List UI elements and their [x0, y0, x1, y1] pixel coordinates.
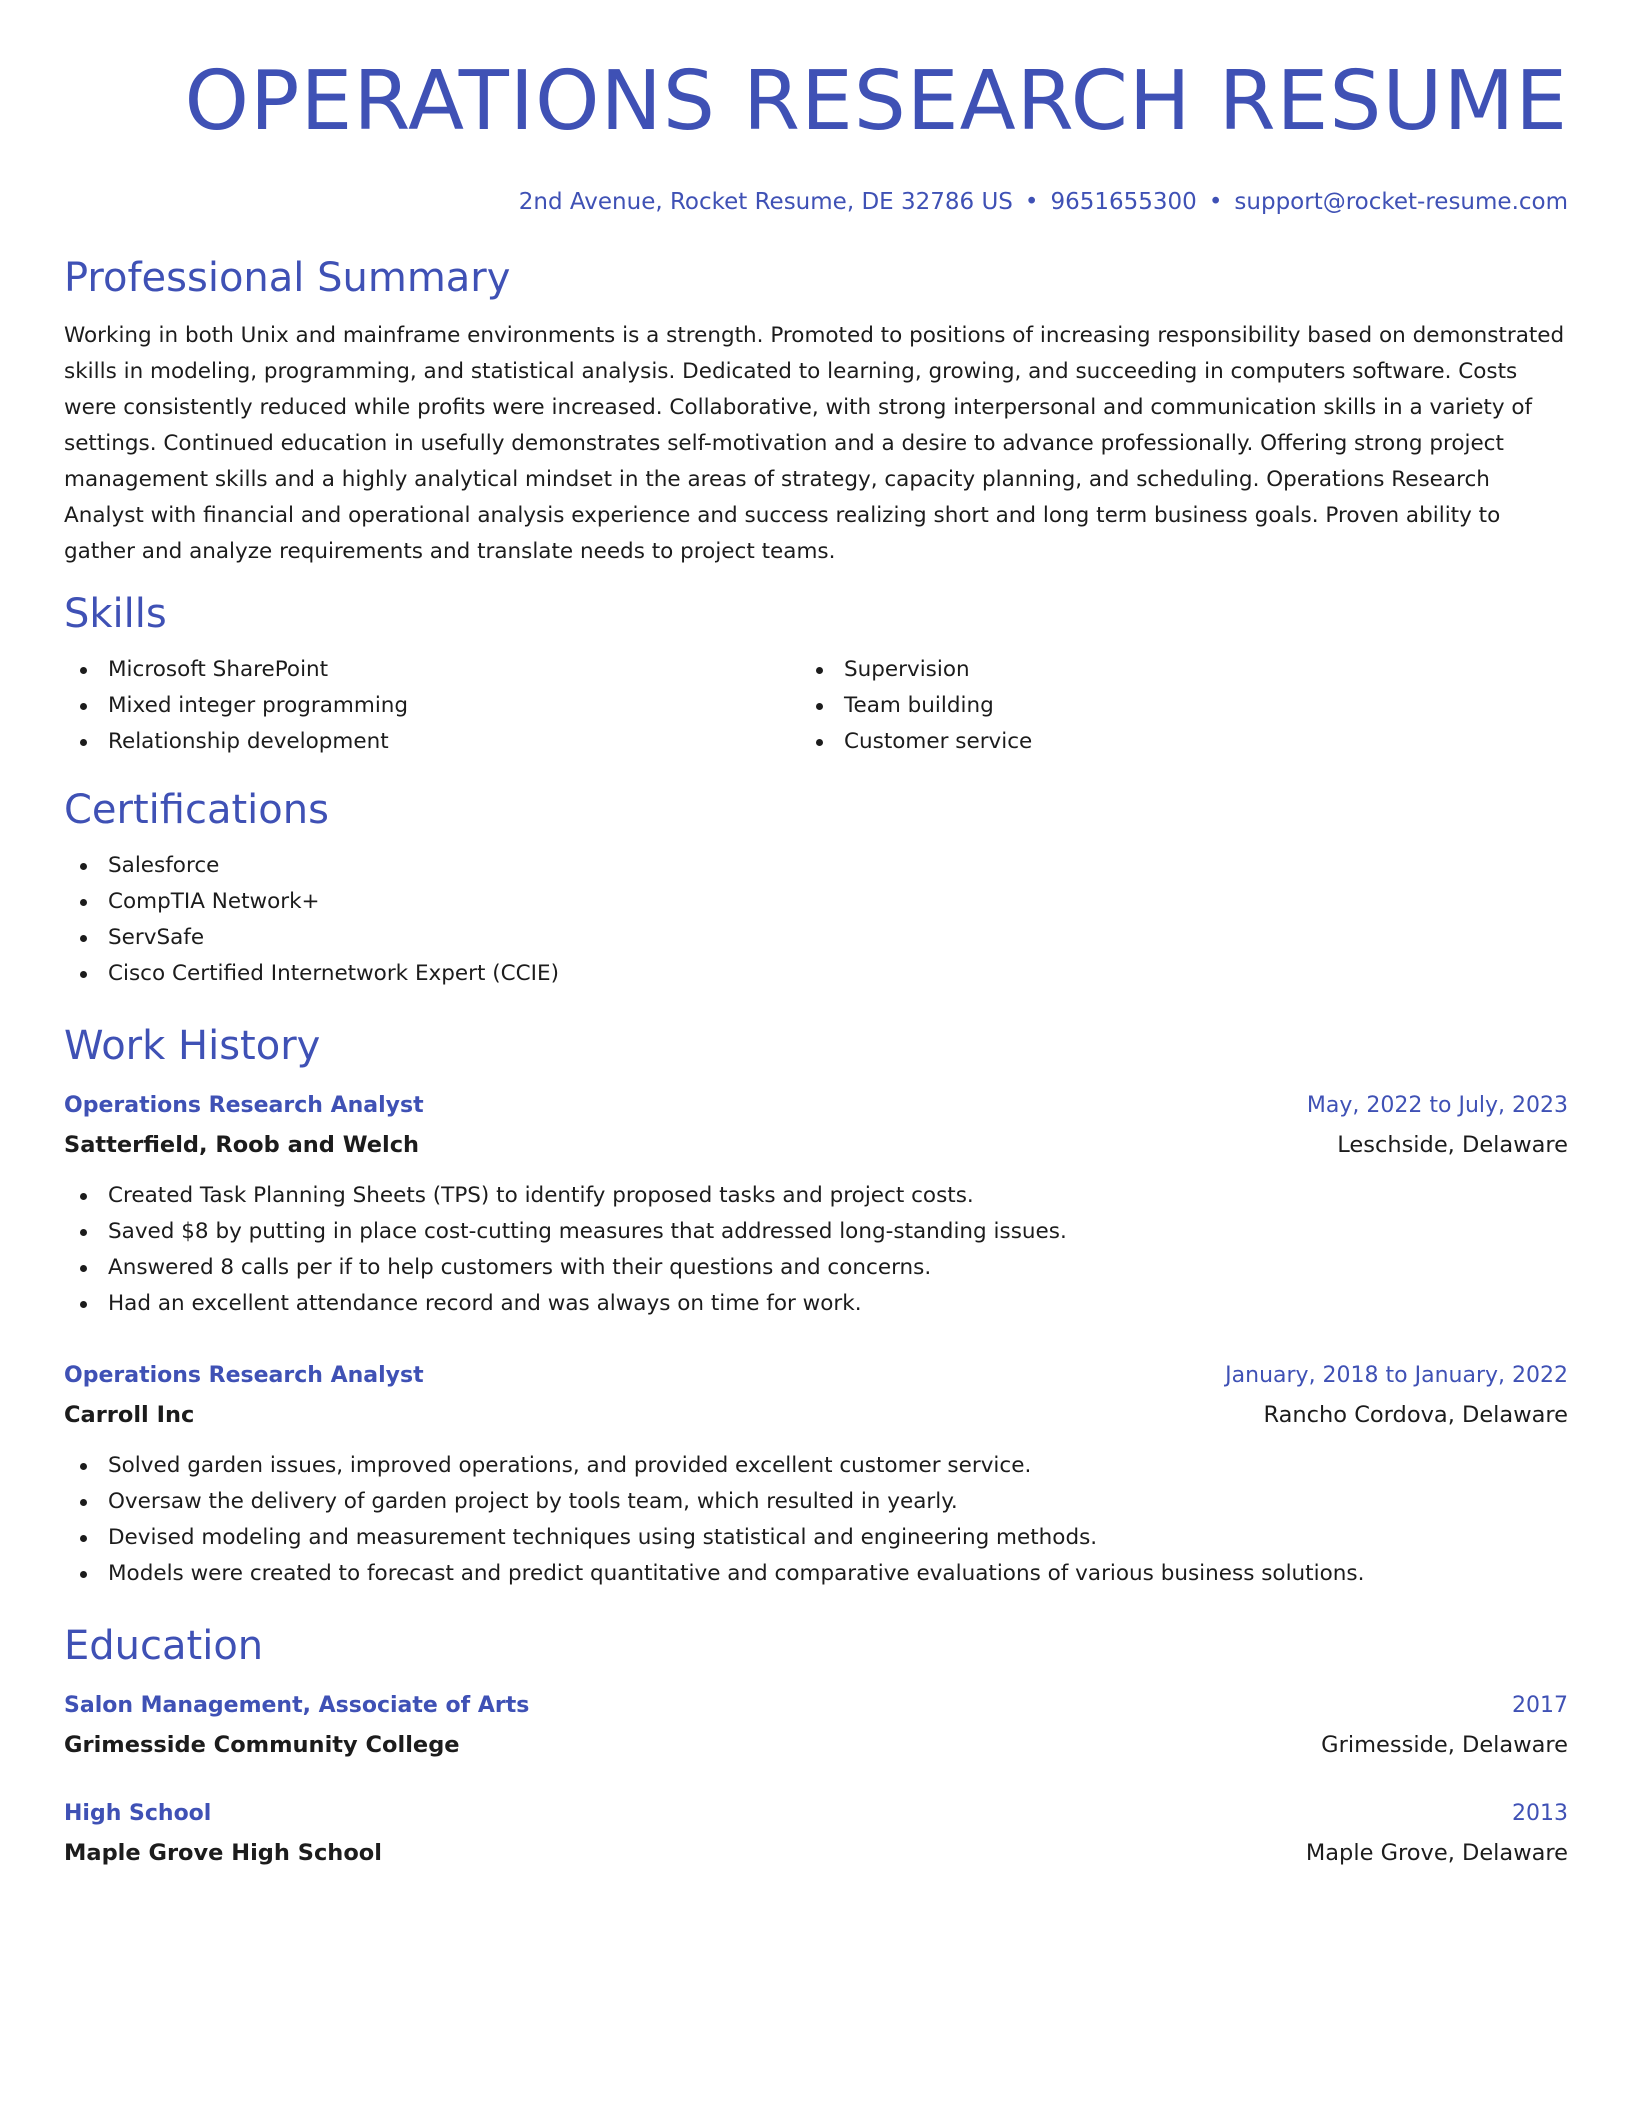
job-bullet: Created Task Planning Sheets (TPS) to identify proposed tasks and project costs. — [64, 1178, 1568, 1214]
education-entry — [64, 1686, 1568, 1764]
education-degree: High School — [64, 1801, 212, 1826]
education-year: 2013 — [1512, 1801, 1568, 1826]
certification-item: ServSafe — [64, 920, 1568, 956]
certifications-list — [64, 848, 1568, 992]
skills-grid — [64, 652, 1568, 760]
job-company: Satterfield, Roob and Welch — [64, 1132, 420, 1158]
job-bullet: Answered 8 calls per if to help customers with their questions and concerns. — [64, 1250, 1568, 1286]
job-title: Operations Research Analyst — [64, 1093, 424, 1118]
job-header-row — [64, 1086, 1568, 1126]
page-title: OPERATIONS RESEARCH RESUME — [184, 54, 1568, 149]
contact-separator: • — [1024, 189, 1039, 215]
contact-separator: • — [1208, 189, 1223, 215]
contact-email: support@rocket-resume.com — [1234, 189, 1568, 215]
job-entry — [64, 1356, 1568, 1592]
job-bullet: Oversaw the delivery of garden project by tools team, which resulted in yearly. — [64, 1484, 1568, 1520]
certification-item: CompTIA Network+ — [64, 884, 1568, 920]
education-school-row — [64, 1726, 1568, 1764]
education-entry — [64, 1794, 1568, 1872]
skills-column-left — [64, 652, 800, 760]
education-heading: Education — [64, 1623, 264, 1669]
education-location: Maple Grove, Delaware — [1305, 1840, 1568, 1866]
skills-column-right — [800, 652, 1536, 760]
job-entry — [64, 1086, 1568, 1322]
skills-list-left — [64, 652, 800, 760]
job-org-row — [64, 1126, 1568, 1164]
education-school: Grimesside Community College — [64, 1732, 460, 1758]
certifications-heading: Certifications — [64, 787, 329, 833]
job-title: Operations Research Analyst — [64, 1363, 424, 1388]
contact-phone: 9651655300 — [1050, 189, 1197, 215]
contact-line — [64, 186, 1568, 218]
skills-heading: Skills — [64, 591, 167, 637]
education-year: 2017 — [1512, 1693, 1568, 1718]
certification-item: Cisco Certified Internetwork Expert (CCIE) — [64, 956, 1568, 992]
summary-heading: Professional Summary — [64, 255, 511, 301]
certification-item: Salesforce — [64, 848, 1568, 884]
skill-item: Customer service — [800, 724, 1536, 760]
contact-address: 2nd Avenue, Rocket Resume, DE 32786 US — [518, 189, 1013, 215]
education-school: Maple Grove High School — [64, 1840, 382, 1866]
job-header-row — [64, 1356, 1568, 1396]
education-header-row — [64, 1794, 1568, 1834]
job-bullet: Saved $8 by putting in place cost-cutting measures that addressed long-standing issues. — [64, 1214, 1568, 1250]
education-location: Grimesside, Delaware — [1321, 1732, 1568, 1758]
job-bullet: Devised modeling and measurement techniques using statistical and engineering methods. — [64, 1520, 1568, 1556]
education-header-row — [64, 1686, 1568, 1726]
skill-item: Relationship development — [64, 724, 800, 760]
job-bullet: Had an excellent attendance record and was always on time for work. — [64, 1286, 1568, 1322]
job-bullet: Models were created to forecast and predict quantitative and comparative evaluations of various business solutions. — [64, 1556, 1568, 1592]
job-location: Rancho Cordova, Delaware — [1263, 1402, 1568, 1428]
summary-text: Working in both Unix and mainframe environments is a strength. Promoted to positions of increasing responsibility based on demonstrated skills in modeling, programming, and statistical analysis. Dedicated to learning, growing, and succeeding in computers software. Costs were consistently reduced while profits were increased. Collaborative, with strong interpersonal and communication skills in a variety of settings. Continued education in usefully demonstrates self-motivation and a desire to advance professionally. Offering strong project management skills and a highly analytical mindset in the areas of strategy, capacity planning, and scheduling. Operations Research Analyst with financial and operational analysis experience and success realizing short and long term business goals. Proven ability to gather and analyze requirements and translate needs to project teams. — [64, 323, 1565, 564]
skill-item: Team building — [800, 688, 1536, 724]
job-company: Carroll Inc — [64, 1402, 195, 1428]
job-dates: May, 2022 to July, 2023 — [1306, 1093, 1568, 1118]
skill-item: Microsoft SharePoint — [64, 652, 800, 688]
job-bullets — [64, 1178, 1568, 1322]
skills-list-right — [800, 652, 1536, 760]
education-school-row — [64, 1834, 1568, 1872]
work-history-heading: Work History — [64, 1023, 321, 1069]
job-bullet: Solved garden issues, improved operations, and provided excellent customer service. — [64, 1448, 1568, 1484]
job-bullets — [64, 1448, 1568, 1592]
job-org-row — [64, 1396, 1568, 1434]
education-degree: Salon Management, Associate of Arts — [64, 1693, 530, 1718]
job-dates: January, 2018 to January, 2022 — [1225, 1363, 1568, 1388]
job-location: Leschside, Delaware — [1337, 1132, 1568, 1158]
skill-item: Supervision — [800, 652, 1536, 688]
skill-item: Mixed integer programming — [64, 688, 800, 724]
